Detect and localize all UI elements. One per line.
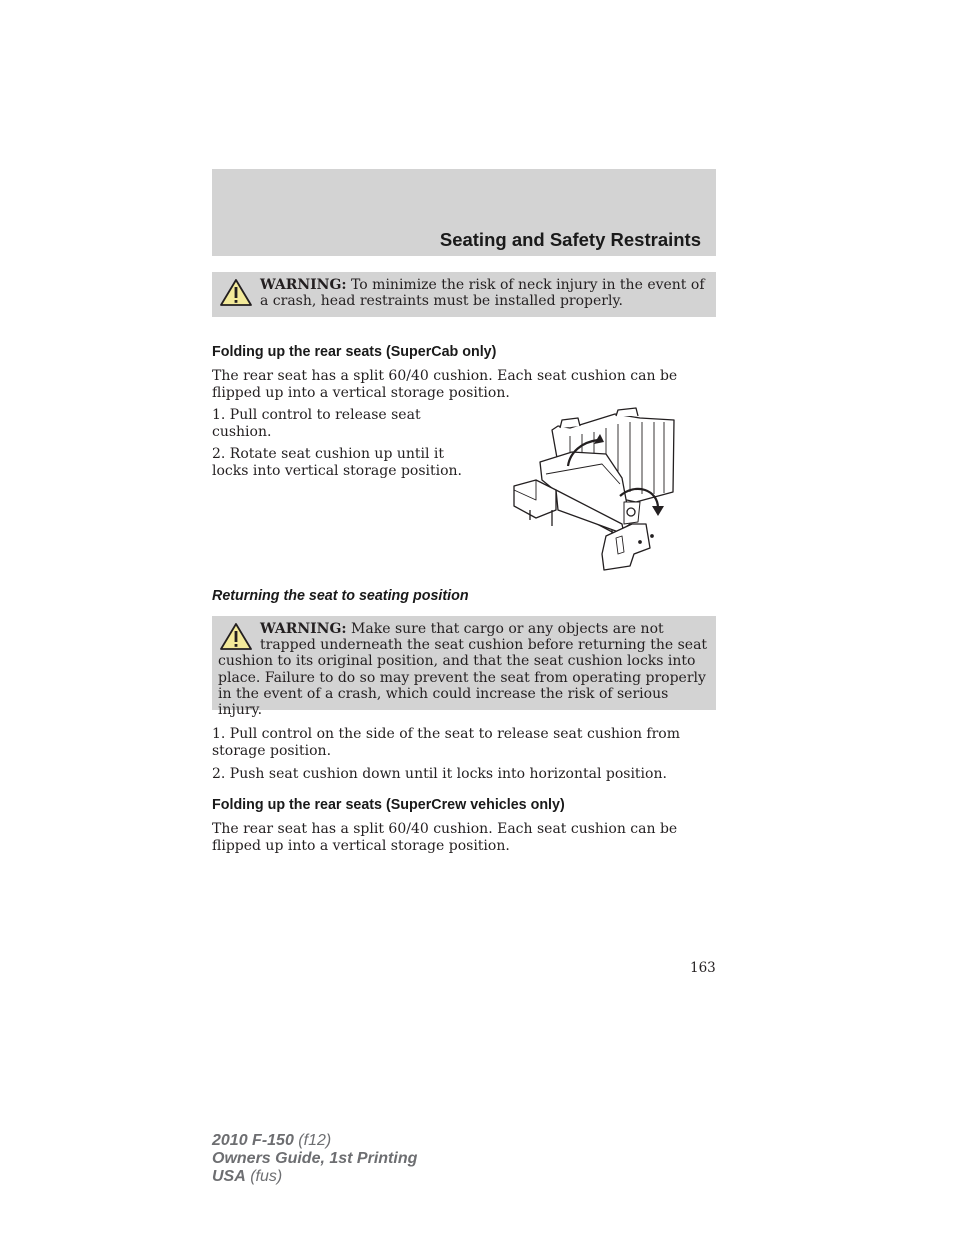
supercrew-intro: The rear seat has a split 60/40 cushion. Each seat cushion can be flipped up into a vertical storage position. [212,821,678,854]
returning-step-2: 2. Push seat cushion down until it locks into horizontal position. [212,766,667,782]
footer-model-code: (f12) [293,1132,332,1149]
rear-seat-fold-illustration [512,406,682,576]
warning-triangle-icon [218,277,254,307]
warning-text: To minimize the risk of neck injury in the event of a crash, head restraints must be installed properly. [260,277,705,310]
warning-text: Make sure that cargo or any objects are not trapped underneath the seat cushion before returning the seat cushion to its original position, and that the seat cushion locks into place. Failure to do so may prevent the seat from operating properly in the event of a crash, which could increase the risk of serious injury. [218,621,708,719]
warning-box-head-restraints [212,272,716,317]
footer-print-info [212,1132,417,1186]
section-header-band [212,169,716,256]
supercab-step-2: 2. Rotate seat cushion up until it locks into vertical storage position. [212,446,462,479]
warning-label: WARNING: [260,277,347,293]
warning-triangle-icon [218,621,254,651]
heading-supercrew: Folding up the rear seats (SuperCrew vehicles only) [212,797,565,813]
warning-label: WARNING: [260,621,347,637]
footer-model: 2010 F-150 [212,1132,294,1149]
footer-guide: Owners Guide, 1st Printing [212,1150,418,1167]
supercab-intro: The rear seat has a split 60/40 cushion. Each seat cushion can be flipped up into a vertical storage position. [212,368,678,401]
supercab-step-1: 1. Pull control to release seat cushion. [212,407,421,440]
section-title: Seating and Safety Restraints [439,229,701,250]
returning-step-1: 1. Pull control on the side of the seat to release seat cushion from storage position. [212,726,680,759]
warning-box-cargo [212,616,716,719]
heading-supercab: Folding up the rear seats (SuperCab only) [212,344,497,360]
footer-region: USA [212,1168,246,1185]
footer-region-code: (fus) [245,1168,283,1185]
heading-returning-seat: Returning the seat to seating position [212,588,469,604]
page-number: 163 [690,960,716,976]
